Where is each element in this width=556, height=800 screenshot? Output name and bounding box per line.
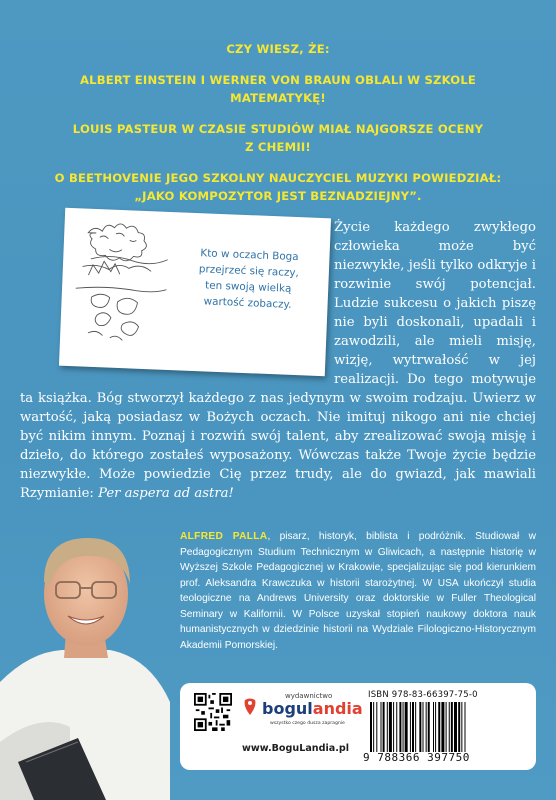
quote-line: ten swoją wielką xyxy=(204,279,292,295)
sketch-illustration-icon xyxy=(65,214,175,358)
qr-code-icon xyxy=(194,693,232,731)
fact-item xyxy=(20,120,536,156)
publisher-logo xyxy=(262,699,363,718)
info-panel xyxy=(180,683,536,770)
facts-heading: CZY WIESZ, ŻE: xyxy=(226,42,330,56)
quote-card xyxy=(59,208,331,377)
publisher-name-part: andia xyxy=(312,699,363,718)
author-name: ALFRED PALLA xyxy=(180,531,268,542)
quote-line: wartość zobaczy. xyxy=(203,295,292,311)
author-bio xyxy=(180,529,536,653)
facts-section xyxy=(20,40,536,218)
quote-line: przejrzeć się raczy, xyxy=(198,263,300,280)
publisher-name-part: bogul xyxy=(262,699,313,718)
fact-line: MATEMATYKĘ! xyxy=(230,91,326,105)
isbn-text: ISBN 978-83-66397-75-0 xyxy=(368,690,478,700)
barcode-icon xyxy=(368,702,516,752)
barcode-digits: 9 788366 397750 xyxy=(363,751,470,764)
latin-phrase: Per aspera ad astra! xyxy=(98,486,234,501)
fact-item xyxy=(20,71,536,107)
fact-line: Z CHEMII! xyxy=(245,140,311,154)
publisher-label: wydawnictwo xyxy=(285,692,333,700)
quote-line: Kto w oczach Boga xyxy=(200,247,299,264)
website-link[interactable]: www.BoguLandia.pl xyxy=(242,743,350,754)
author-photo xyxy=(0,512,170,800)
fact-line: LOUIS PASTEUR W CZASIE STUDIÓW MIAŁ NAJGORSZE OCENY xyxy=(72,122,484,136)
fact-item xyxy=(20,169,536,205)
fact-line: ALBERT EINSTEIN I WERNER VON BRAUN OBLALI W SZKOLE xyxy=(79,73,477,87)
publisher-tagline: wszystko czego dusza zapragnie xyxy=(270,721,345,726)
fact-line: „JAKO KOMPOZYTOR JEST BEZNADZIEJNY”. xyxy=(134,189,422,203)
body-paragraph: Życie każdego zwykłego człowieka może być niezwykłe, jeśli tylko odkryje i rozwinie swój potencjał. Ludzie sukcesu o jakich piszę nie byli doskonali, upadali i zawodzili, ale mieli misję, wizję, wytrwałość w jej realizacji. Do tego motywuje ta książka. Bóg stworzył każdego z nas jedynym w swoim rodzaju. Uwierz w wartość, jaką posiadasz w Bożych oczach. Nie imituj nikogo ani nie chciej być nikim innym. Poznaj i rozwiń swój talent, aby zrealizować swoją misję i dzieło, do którego zostałeś wyposażony. Wówczas także Twoje życie będzie niezwykłe. Może powiedzie Cię przez trudy, ale do gwiazd, jak mawiali Rzymianie: xyxy=(20,220,536,501)
publisher-logo-icon xyxy=(242,697,258,717)
card-quote xyxy=(173,244,323,314)
author-description: , pisarz, historyk, biblista i podróżnik. Studiował w Pedagogicznym Studium Technicznym w Gliwicach, a następnie historię w Wyższej Szkole Pedagogicznej w Krakowie, specjalizując się pod kierunkiem prof. Aleksandra Krawczuka w historii starożytnej. W USA ukończył studia teologiczne na Andrews University oraz doktorskie w Fuller Theological Seminary w Kalifornii. W Polsce uzyskał stopień naukowy doktora nauk humanistycznych w dziedzinie historii na Wydziale Filologiczno-Historycznym Akademii Pomorskiej. xyxy=(180,531,536,651)
fact-line: O BEETHOVENIE JEGO SZKOLNY NAUCZYCIEL MUZYKI POWIEDZIAŁ: xyxy=(54,171,502,185)
